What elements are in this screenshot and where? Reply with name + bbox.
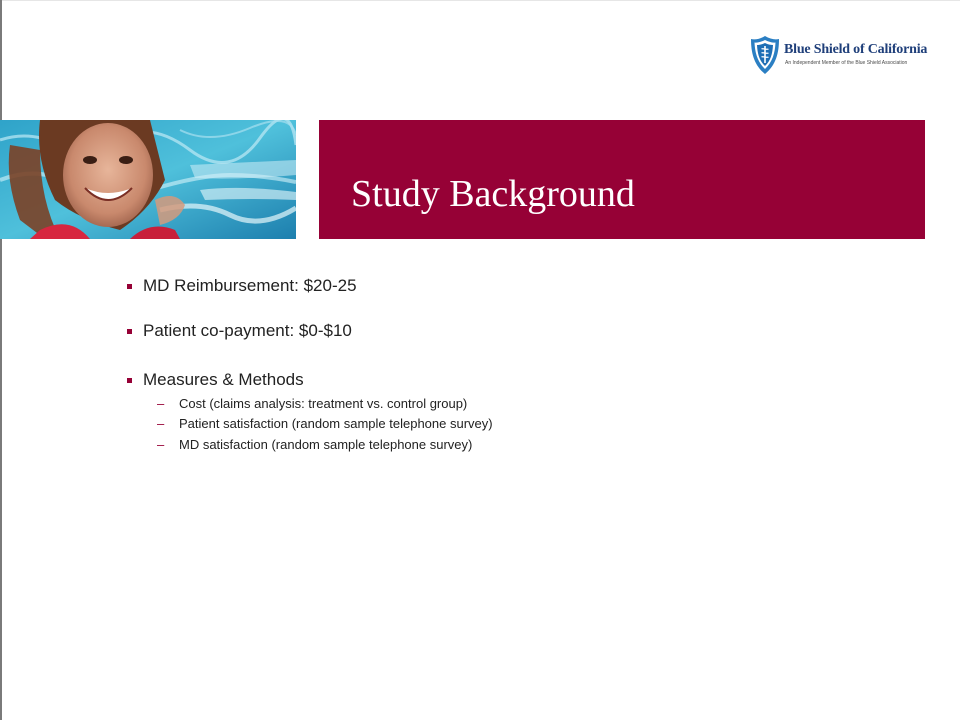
sub-bullet-text: Cost (claims analysis: treatment vs. control group)	[179, 396, 468, 411]
blue-shield-logo	[750, 35, 930, 79]
slide-top-border	[0, 0, 960, 1]
bullet-text: Patient co-payment: $0-$10	[143, 321, 352, 340]
bullet-marker-icon	[127, 378, 132, 383]
header-photo	[0, 120, 296, 239]
slide-left-border	[0, 0, 2, 720]
title-band	[319, 120, 925, 239]
bullet-marker-icon	[127, 284, 132, 289]
logo-name: Blue Shield of California	[784, 42, 928, 57]
sub-bullet-text: Patient satisfaction (random sample telephone survey)	[179, 416, 493, 431]
logo-tagline: An Independent Member of the Blue Shield Association	[785, 60, 908, 66]
bullet-text: MD Reimbursement: $20-25	[143, 276, 357, 295]
sub-bullet-marker: –	[157, 437, 165, 452]
bullet-text: Measures & Methods	[143, 370, 304, 389]
sub-bullet-marker: –	[157, 396, 165, 411]
sub-bullet-marker: –	[157, 416, 165, 431]
shield-icon	[750, 35, 780, 75]
sub-bullet-text: MD satisfaction (random sample telephone survey)	[179, 437, 473, 452]
bullet-marker-icon	[127, 329, 132, 334]
swimming-child-image	[0, 120, 296, 239]
slide-title: Study Background	[351, 173, 635, 215]
